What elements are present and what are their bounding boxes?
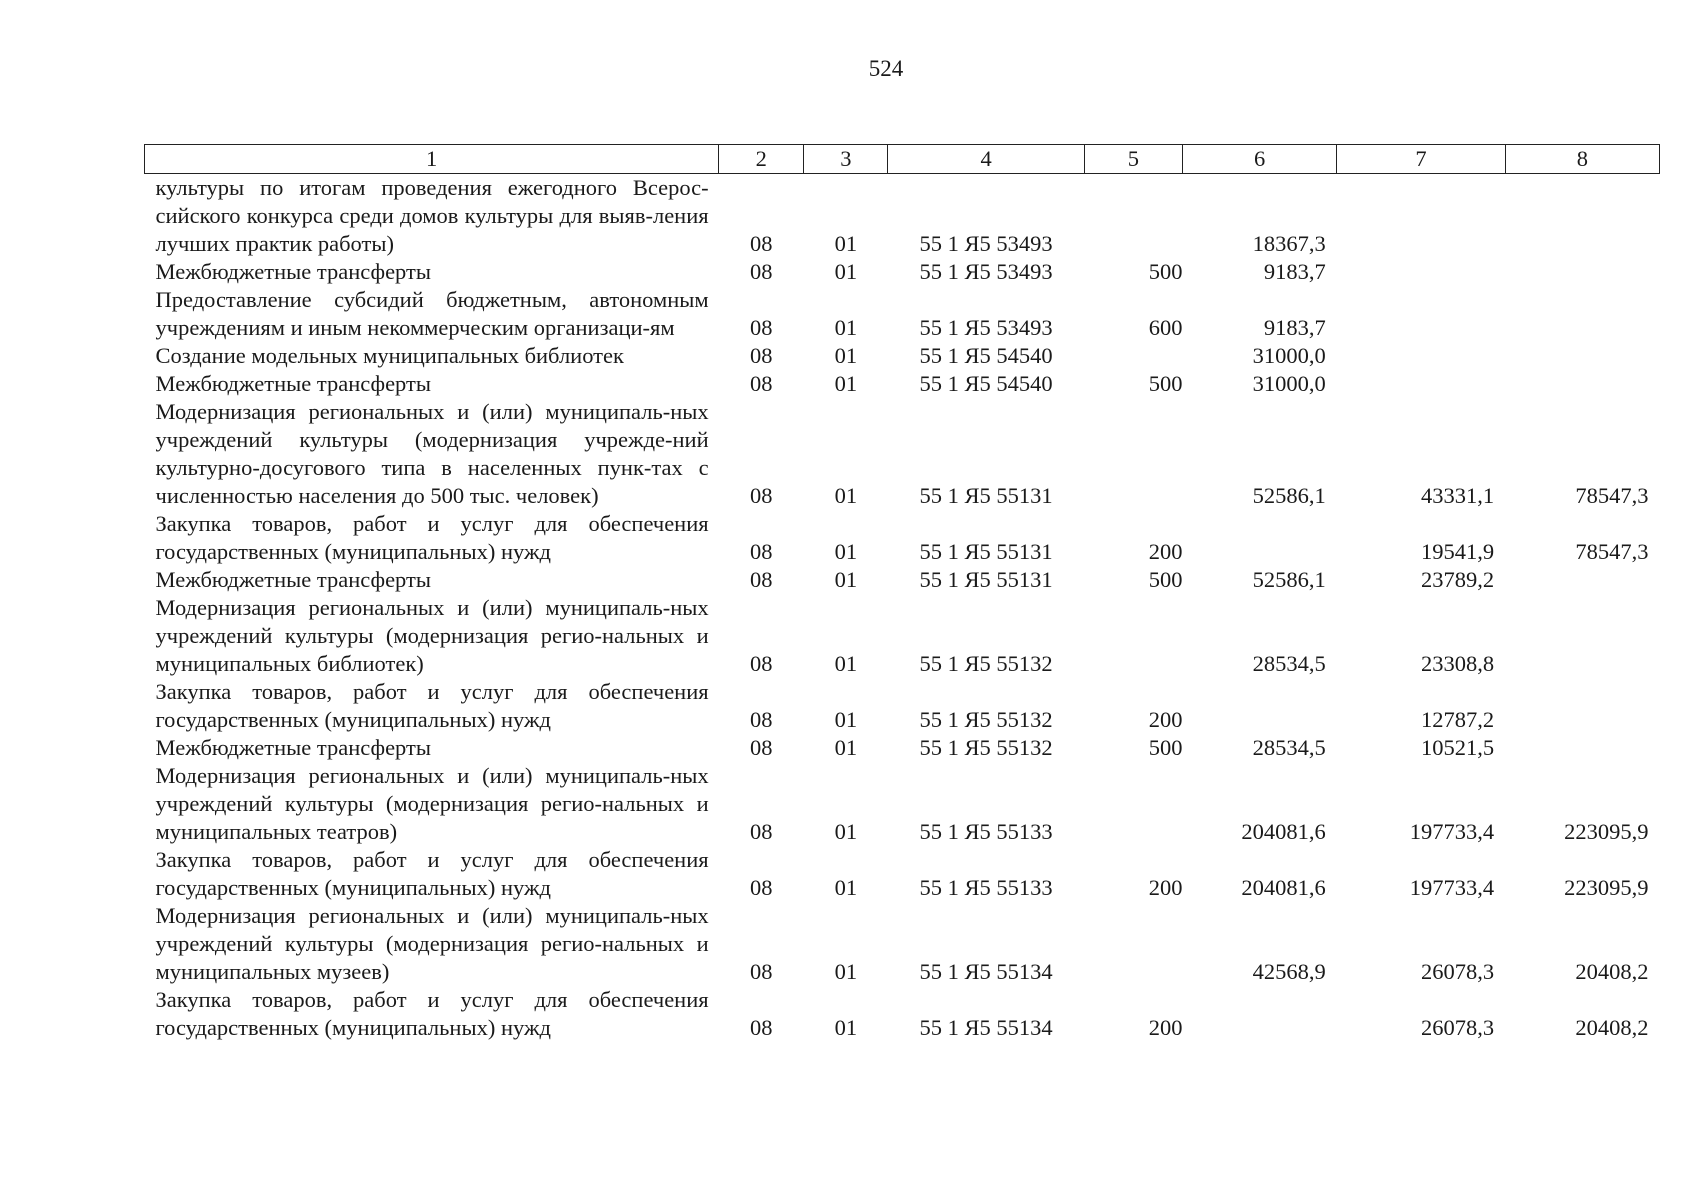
subsection-code-cell: 01 bbox=[834, 819, 858, 844]
table-row bbox=[145, 762, 1660, 846]
amount-cell: 26078,3 bbox=[1421, 959, 1495, 984]
table-row bbox=[145, 174, 1660, 259]
expense-type-cell bbox=[1084, 342, 1182, 370]
header-row bbox=[145, 145, 1660, 174]
table-row bbox=[145, 398, 1660, 510]
section-code-cell: 08 bbox=[749, 539, 773, 564]
amount-cell bbox=[1505, 258, 1659, 286]
subsection-code-cell: 01 bbox=[834, 959, 858, 984]
target-article-cell: 55 1 Я5 53493 bbox=[919, 315, 1053, 340]
target-article-cell: 55 1 Я5 55134 bbox=[919, 959, 1053, 984]
column-header: 5 bbox=[1084, 145, 1182, 174]
table-row bbox=[145, 510, 1660, 566]
amount-cell: 31000,0 bbox=[1252, 343, 1326, 368]
amount-cell bbox=[1183, 986, 1337, 1042]
target-article-cell: 55 1 Я5 55133 bbox=[919, 819, 1053, 844]
amount-cell: 223095,9 bbox=[1564, 819, 1649, 844]
amount-cell: 28534,5 bbox=[1252, 651, 1326, 676]
expense-type-cell: 500 bbox=[1148, 735, 1183, 760]
table-row bbox=[145, 734, 1660, 762]
amount-cell: 52586,1 bbox=[1252, 483, 1326, 508]
item-name-cell: Закупка товаров, работ и услуг для обеспечения государственных (муниципальных) нужд bbox=[155, 987, 709, 1040]
item-name-cell: Создание модельных муниципальных библиотек bbox=[155, 343, 624, 368]
amount-cell bbox=[1183, 678, 1337, 734]
table-row bbox=[145, 986, 1660, 1042]
target-article-cell: 55 1 Я5 55132 bbox=[919, 651, 1053, 676]
expense-type-cell bbox=[1084, 398, 1182, 510]
item-name-cell: Модернизация региональных и (или) муниципаль-ных учреждений культуры (модернизация регио-нальных и муниципальных библиотек) bbox=[155, 595, 709, 676]
expense-type-cell: 600 bbox=[1148, 315, 1183, 340]
amount-cell: 31000,0 bbox=[1252, 371, 1326, 396]
table-row bbox=[145, 370, 1660, 398]
amount-cell: 223095,9 bbox=[1564, 875, 1649, 900]
amount-cell: 78547,3 bbox=[1575, 539, 1649, 564]
column-header: 4 bbox=[888, 145, 1084, 174]
expense-type-cell bbox=[1084, 594, 1182, 678]
target-article-cell: 55 1 Я5 55134 bbox=[919, 1015, 1053, 1040]
table-row bbox=[145, 258, 1660, 286]
amount-cell bbox=[1505, 286, 1659, 342]
item-name-cell: Межбюджетные трансферты bbox=[155, 567, 431, 592]
subsection-code-cell: 01 bbox=[834, 231, 858, 256]
target-article-cell: 55 1 Я5 55131 bbox=[919, 483, 1053, 508]
subsection-code-cell: 01 bbox=[834, 483, 858, 508]
column-header: 6 bbox=[1183, 145, 1337, 174]
target-article-cell: 55 1 Я5 54540 bbox=[919, 343, 1053, 368]
item-name-cell: Модернизация региональных и (или) муниципаль-ных учреждений культуры (модернизация учрежде-ний культурно-досугового типа в населенных пунк-тах с численностью населения до 500 тыс. человек) bbox=[155, 399, 709, 508]
section-code-cell: 08 bbox=[749, 315, 773, 340]
table-row bbox=[145, 594, 1660, 678]
amount-cell: 23789,2 bbox=[1421, 567, 1495, 592]
amount-cell bbox=[1505, 566, 1659, 594]
expense-type-cell: 500 bbox=[1148, 259, 1183, 284]
amount-cell bbox=[1505, 174, 1659, 259]
table-row bbox=[145, 342, 1660, 370]
section-code-cell: 08 bbox=[749, 707, 773, 732]
amount-cell: 9183,7 bbox=[1263, 315, 1326, 340]
amount-cell: 19541,9 bbox=[1421, 539, 1495, 564]
amount-cell: 10521,5 bbox=[1421, 735, 1495, 760]
section-code-cell: 08 bbox=[749, 343, 773, 368]
target-article-cell: 55 1 Я5 53493 bbox=[919, 259, 1053, 284]
section-code-cell: 08 bbox=[749, 651, 773, 676]
item-name-cell: Закупка товаров, работ и услуг для обеспечения государственных (муниципальных) нужд bbox=[155, 679, 709, 732]
subsection-code-cell: 01 bbox=[834, 371, 858, 396]
amount-cell: 204081,6 bbox=[1241, 875, 1326, 900]
amount-cell: 78547,3 bbox=[1575, 483, 1649, 508]
expense-type-cell: 200 bbox=[1148, 539, 1183, 564]
amount-cell: 28534,5 bbox=[1252, 735, 1326, 760]
section-code-cell: 08 bbox=[749, 483, 773, 508]
amount-cell bbox=[1505, 370, 1659, 398]
section-code-cell: 08 bbox=[749, 231, 773, 256]
table-row bbox=[145, 846, 1660, 902]
subsection-code-cell: 01 bbox=[834, 735, 858, 760]
amount-cell: 20408,2 bbox=[1575, 959, 1649, 984]
amount-cell bbox=[1183, 510, 1337, 566]
expense-type-cell bbox=[1084, 902, 1182, 986]
subsection-code-cell: 01 bbox=[834, 315, 858, 340]
amount-cell bbox=[1337, 258, 1505, 286]
amount-cell bbox=[1337, 286, 1505, 342]
item-name-cell: Межбюджетные трансферты bbox=[155, 371, 431, 396]
amount-cell: 197733,4 bbox=[1409, 819, 1495, 844]
target-article-cell: 55 1 Я5 55131 bbox=[919, 539, 1053, 564]
subsection-code-cell: 01 bbox=[834, 875, 858, 900]
table-row bbox=[145, 566, 1660, 594]
table-row bbox=[145, 902, 1660, 986]
expense-type-cell bbox=[1084, 174, 1182, 259]
amount-cell bbox=[1337, 174, 1505, 259]
amount-cell: 43331,1 bbox=[1421, 483, 1495, 508]
table-row bbox=[145, 678, 1660, 734]
item-name-cell: Закупка товаров, работ и услуг для обеспечения государственных (муниципальных) нужд bbox=[155, 847, 709, 900]
item-name-cell: Межбюджетные трансферты bbox=[155, 259, 431, 284]
target-article-cell: 55 1 Я5 55133 bbox=[919, 875, 1053, 900]
expense-type-cell: 200 bbox=[1148, 707, 1183, 732]
expense-type-cell: 500 bbox=[1148, 371, 1183, 396]
section-code-cell: 08 bbox=[749, 959, 773, 984]
table-body bbox=[145, 174, 1660, 1043]
section-code-cell: 08 bbox=[749, 819, 773, 844]
section-code-cell: 08 bbox=[749, 567, 773, 592]
amount-cell bbox=[1505, 342, 1659, 370]
column-header: 3 bbox=[804, 145, 888, 174]
amount-cell: 42568,9 bbox=[1252, 959, 1326, 984]
subsection-code-cell: 01 bbox=[834, 1015, 858, 1040]
amount-cell: 52586,1 bbox=[1252, 567, 1326, 592]
target-article-cell: 55 1 Я5 53493 bbox=[919, 231, 1053, 256]
item-name-cell: Модернизация региональных и (или) муниципаль-ных учреждений культуры (модернизация регио-нальных и муниципальных театров) bbox=[155, 763, 709, 844]
item-name-cell: Предоставление субсидий бюджетным, автономным учреждениям и иным некоммерческим организаци-ям bbox=[155, 287, 709, 340]
page-number: 524 bbox=[868, 56, 904, 81]
amount-cell bbox=[1505, 678, 1659, 734]
amount-cell bbox=[1505, 734, 1659, 762]
column-header: 2 bbox=[719, 145, 804, 174]
target-article-cell: 55 1 Я5 55132 bbox=[919, 707, 1053, 732]
target-article-cell: 55 1 Я5 54540 bbox=[919, 371, 1053, 396]
column-header: 7 bbox=[1337, 145, 1505, 174]
amount-cell: 20408,2 bbox=[1575, 1015, 1649, 1040]
section-code-cell: 08 bbox=[749, 371, 773, 396]
amount-cell bbox=[1505, 594, 1659, 678]
expense-type-cell: 500 bbox=[1148, 567, 1183, 592]
amount-cell: 26078,3 bbox=[1421, 1015, 1495, 1040]
amount-cell: 18367,3 bbox=[1252, 231, 1326, 256]
amount-cell: 12787,2 bbox=[1421, 707, 1495, 732]
subsection-code-cell: 01 bbox=[834, 651, 858, 676]
expense-type-cell: 200 bbox=[1148, 1015, 1183, 1040]
amount-cell bbox=[1337, 370, 1505, 398]
subsection-code-cell: 01 bbox=[834, 707, 858, 732]
amount-cell bbox=[1337, 342, 1505, 370]
amount-cell: 23308,8 bbox=[1421, 651, 1495, 676]
section-code-cell: 08 bbox=[749, 735, 773, 760]
section-code-cell: 08 bbox=[749, 875, 773, 900]
budget-table bbox=[144, 144, 1660, 1042]
section-code-cell: 08 bbox=[749, 259, 773, 284]
subsection-code-cell: 01 bbox=[834, 567, 858, 592]
expense-type-cell: 200 bbox=[1148, 875, 1183, 900]
table-row bbox=[145, 286, 1660, 342]
item-name-cell: Межбюджетные трансферты bbox=[155, 735, 431, 760]
target-article-cell: 55 1 Я5 55132 bbox=[919, 735, 1053, 760]
column-header: 1 bbox=[145, 145, 719, 174]
amount-cell: 197733,4 bbox=[1409, 875, 1495, 900]
target-article-cell: 55 1 Я5 55131 bbox=[919, 567, 1053, 592]
subsection-code-cell: 01 bbox=[834, 343, 858, 368]
expense-type-cell bbox=[1084, 762, 1182, 846]
section-code-cell: 08 bbox=[749, 1015, 773, 1040]
amount-cell: 9183,7 bbox=[1263, 259, 1326, 284]
item-name-cell: культуры по итогам проведения ежегодного Всерос-сийского конкурса среди домов культуры для выяв-ления лучших практик работы) bbox=[155, 175, 709, 256]
subsection-code-cell: 01 bbox=[834, 259, 858, 284]
column-header: 8 bbox=[1505, 145, 1659, 174]
item-name-cell: Модернизация региональных и (или) муниципаль-ных учреждений культуры (модернизация регио-нальных и муниципальных музеев) bbox=[155, 903, 709, 984]
item-name-cell: Закупка товаров, работ и услуг для обеспечения государственных (муниципальных) нужд bbox=[155, 511, 709, 564]
amount-cell: 204081,6 bbox=[1241, 819, 1326, 844]
subsection-code-cell: 01 bbox=[834, 539, 858, 564]
